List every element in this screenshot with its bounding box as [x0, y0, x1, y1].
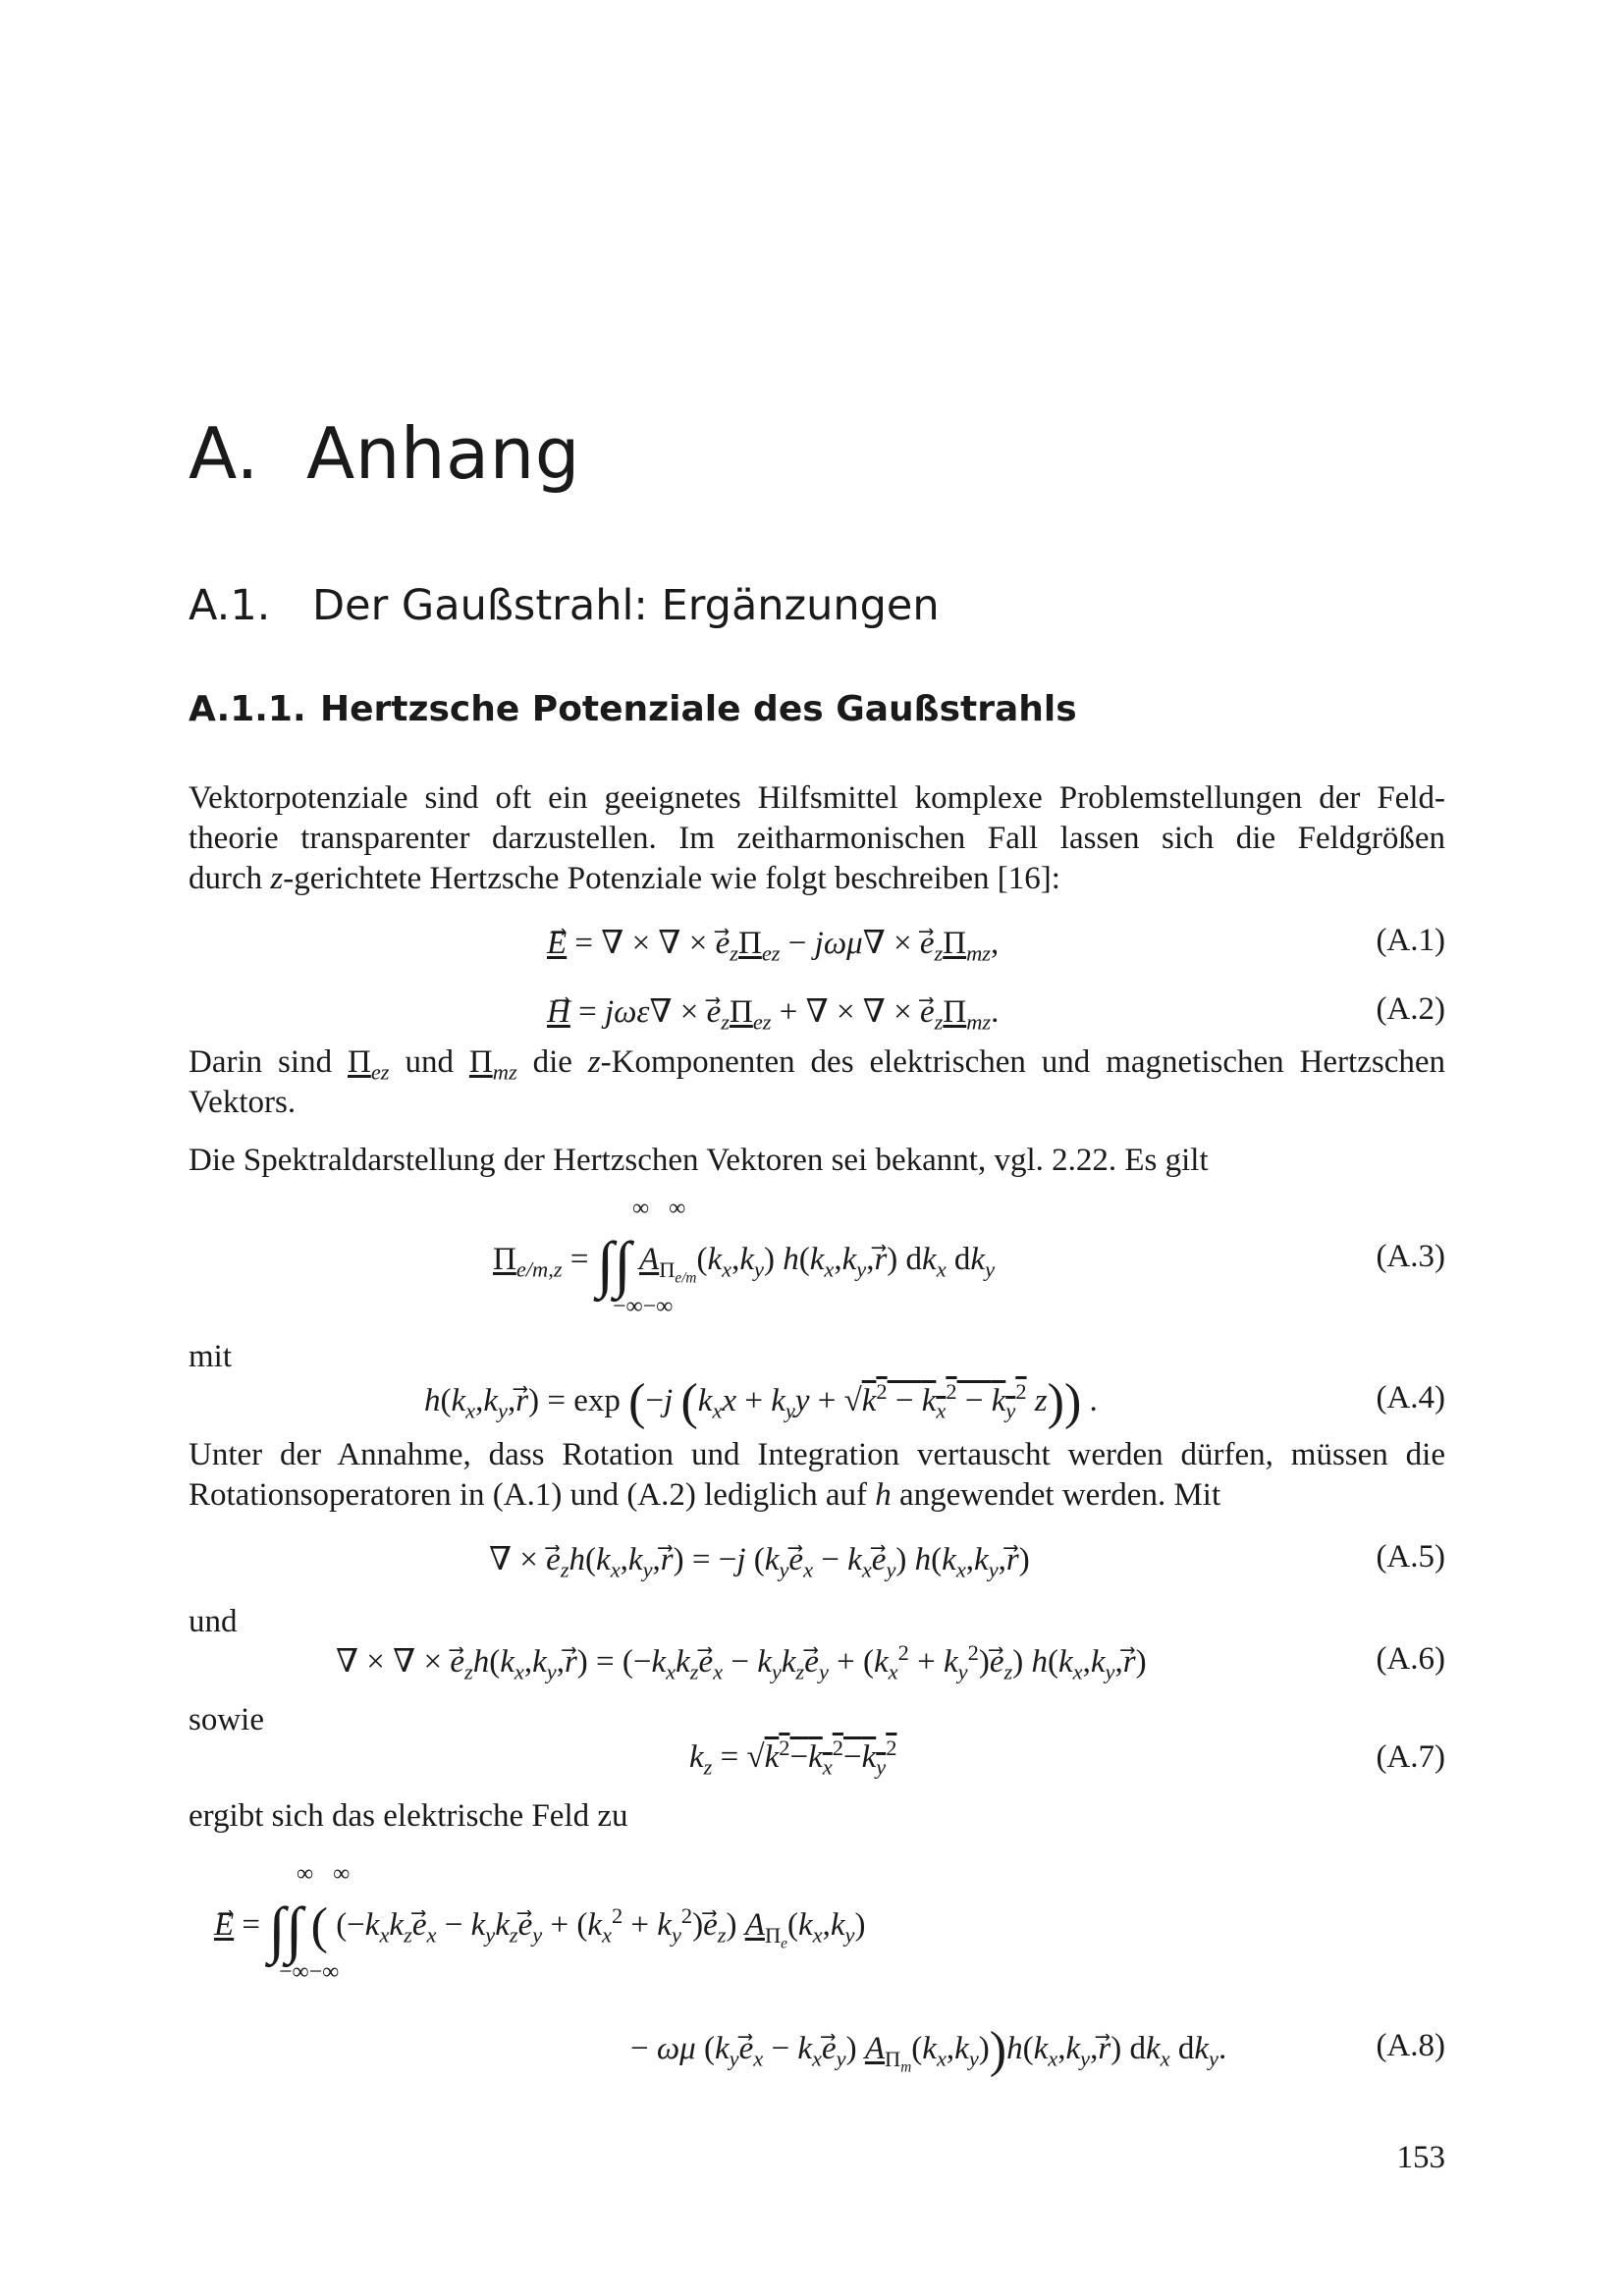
- darin-line-2: Vektors.: [189, 1085, 297, 1120]
- spektral-paragraph: Die Spektraldarstellung der Hertzschen Vektoren sei bekannt, vgl. 2.22. Es gilt: [189, 1143, 1209, 1178]
- subsection-title: Hertzsche Potenziale des Gaußstrahls: [320, 689, 1077, 729]
- equation-a6: [189, 1640, 1445, 1684]
- equation-a4-number: (A.4): [1376, 1380, 1445, 1415]
- section-heading: [189, 581, 940, 630]
- chapter-title: Anhang: [306, 412, 580, 495]
- unter-line-1: Unter der Annahme, dass Rotation und Integration vertauscht werden dürfen, müssen die: [189, 1437, 1445, 1472]
- equation-a7-formula: $k_z = √k^2-k_x^2-k_y^2$: [689, 1735, 897, 1780]
- unter-line-2: Rotationsoperatoren in (A.1) und (A.2) lediglich auf h angewendet werden. Mit: [189, 1477, 1221, 1513]
- sowie-text: sowie: [189, 1702, 264, 1737]
- equation-a5-formula: ∇ × $e_zh(k_x,k_y,r⃗) = -j$ $(k_ye_x - k_xe_y)$ $h(k_x,k_y,r⃗)$: [489, 1542, 1030, 1582]
- equation-a1-formula: E = ∇ × ∇ × $e_z\Pi_{ez} - j\omega\mu\nabla \times e_z\Pi_{mz}$,: [547, 926, 1000, 966]
- integral-upper-limits: ∞ ∞: [632, 1196, 686, 1221]
- equation-a5: [189, 1539, 1445, 1582]
- equation-a8-line-1: E = ∫∫ ( $(-k_xk_ze_x - k_yk_ze_y + (k_x^2 + k_y^2)e_z)$ $A_{\Pi_e}(k_x,k_y)$: [214, 1895, 866, 1964]
- integral-lower-limits: −∞−∞: [613, 1294, 674, 1319]
- darin-line-1: Darin sind $\Pi_{ez}$ und $\Pi_{mz}$ die z-Komponenten des elektrischen und magnetischen Hertzschen: [189, 1044, 1445, 1085]
- und-text: und: [189, 1604, 238, 1639]
- unter-paragraph: [189, 1435, 1445, 1516]
- equation-a8: [189, 1861, 1445, 2078]
- page-number: 153: [1396, 2140, 1445, 2175]
- intro-line-2: theorie transparenter darzustellen. Im zeitharmonischen Fall lassen sich die Feldgrößen: [189, 821, 1445, 856]
- subsection-heading: [189, 689, 1077, 729]
- integral-lower-limits-a8: −∞−∞: [279, 1959, 340, 1985]
- darin-paragraph: [189, 1042, 1445, 1123]
- equation-a1-number: (A.1): [1376, 923, 1445, 958]
- section-title: Der Gaußstrahl: Ergänzungen: [312, 581, 940, 630]
- equation-a2-number: (A.2): [1376, 991, 1445, 1027]
- equation-a2: [189, 991, 1445, 1035]
- integral-upper-limits-a8: ∞ ∞: [297, 1861, 351, 1887]
- equation-a3-formula: $\Pi_{e/m,z}$ = ∫∫ $A_{\Pi_{e/m}}(k_x,k_y)$ $h(k_x,k_y,r⃗)$ $dk_x$ $dk_y$: [493, 1229, 996, 1299]
- equation-a5-number: (A.5): [1376, 1539, 1445, 1575]
- chapter-number: A.: [189, 412, 259, 495]
- equation-a2-formula: $H = j\omega\varepsilon\nabla \times e_z\Pi_{ez}$ + ∇ × ∇ × $e_z\Pi_{mz}$.: [547, 994, 1000, 1035]
- ergibt-text: ergibt sich das elektrische Feld zu: [189, 1798, 628, 1834]
- intro-line-1: Vektorpotenziale sind oft ein geeignetes Hilfsmittel komplexe Problemstellungen der Feld-: [189, 780, 1445, 816]
- equation-a3: [189, 1196, 1445, 1319]
- intro-line-3: durch z-gerichtete Hertzsche Potenziale wie folgt beschreiben [16]:: [189, 861, 1060, 896]
- equation-a4: [189, 1374, 1445, 1430]
- chapter-heading: [189, 412, 580, 495]
- equation-a8-number: (A.8): [1376, 2028, 1445, 2063]
- equation-a3-number: (A.3): [1376, 1239, 1445, 1274]
- subsection-number: A.1.1.: [189, 689, 306, 729]
- equation-a7: [189, 1735, 1445, 1780]
- equation-a8-line-2: − ωμ $(k_ye_x - k_xe_y)$ $A_{\Pi_m}(k_x,k_y))h(k_x,k_y,r⃗)$ $dk_x$ $dk_y$.: [630, 2022, 1227, 2078]
- equation-a4-formula: $h(k_x,k_y,r⃗) = \exp (-j$ ($k_xx + k_yy + √k^2 - k_x^2 - k_y^2$ z)) .: [424, 1374, 1098, 1430]
- equation-a6-number: (A.6): [1376, 1641, 1445, 1677]
- mit-text: mit: [189, 1339, 233, 1374]
- intro-paragraph: [189, 778, 1445, 899]
- equation-a1: [189, 923, 1445, 966]
- equation-a7-number: (A.7): [1376, 1739, 1445, 1775]
- section-number: A.1.: [189, 581, 271, 630]
- equation-a6-formula: ∇ × ∇ × $e_zh(k_x,k_y,r⃗) = (-k_xk_ze_x - k_yk_ze_y + (k_x^2 + k_y^2)e_z)$ $h(k_x,k_y,r⃗)$: [336, 1640, 1147, 1684]
